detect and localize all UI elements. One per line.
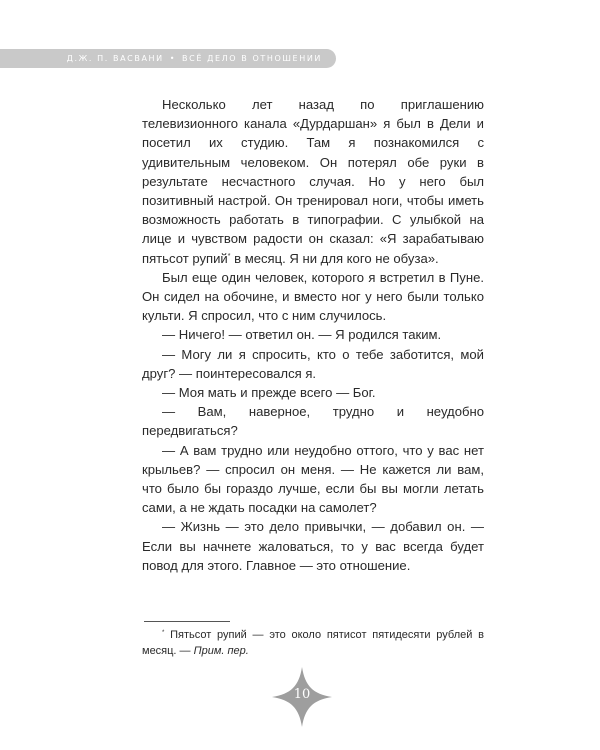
paragraph: — Моя мать и прежде всего — Бог.	[162, 385, 376, 401]
paragraph	[142, 95, 484, 268]
footnote-text: Пятьсот рупий — это около пятисот пятидесяти рублей в месяц. —	[142, 629, 484, 657]
paragraph: — А вам трудно или неудобно оттого, что у вас нет крыльев? — спросил он меня. — Не кажется ли вам, что было бы гораздо лучше, если бы вы могли летать сами, а не ждать посадки на самолет?	[142, 442, 484, 516]
paragraph-text: Несколько лет назад по приглашению телевизионного канала «Дурдаршан» я был в Дели и посетил их студию. Там я познакомился с удивительным человеком. Он потерял обе руки в результате несчастного случая. Но у него был позитивный настрой. Он тренировал ноги, чтобы иметь возможность работать в типографии. С улыбкой на лице и чувством радости он сказал: «Я зарабатываю пятьсот рупий	[142, 97, 484, 266]
paragraph: — Вам, наверное, трудно и неудобно передвигаться?	[142, 404, 484, 439]
page-number-badge	[272, 667, 332, 727]
paragraph: — Жизнь — это дело привычки, — добавил он. — Если вы начнете жаловаться, то у вас всегда будет повод для этого. Главное — это отношение.	[142, 519, 484, 573]
footnote-reference: *	[227, 252, 231, 260]
footnote-paragraph	[142, 627, 484, 659]
paragraph-text: в месяц. Я ни для кого не обуза».	[230, 250, 439, 266]
header-book-title: ВСЁ ДЕЛО В ОТНОШЕНИИ	[182, 54, 322, 63]
footnote	[142, 627, 484, 659]
main-text	[142, 95, 484, 575]
running-header	[0, 49, 336, 68]
header-author: Д.Ж. П. ВАСВАНИ	[66, 54, 164, 63]
paragraph: — Ничего! — ответил он. — Я родился таким.	[162, 327, 442, 343]
paragraph: Был еще один человек, которого я встретил в Пуне. Он сидел на обочине, и вместо ног у него были только культи. Я спросил, что с ним случилось.	[142, 269, 484, 324]
header-separator: •	[169, 54, 177, 63]
translator-note: Прим. пер.	[193, 645, 249, 657]
footnote-mark: *	[162, 630, 165, 636]
footnote-divider	[144, 621, 230, 622]
page-number: 10	[293, 687, 311, 702]
paragraph: — Могу ли я спросить, кто о тебе заботится, мой друг? — поинтересовался я.	[142, 346, 484, 381]
